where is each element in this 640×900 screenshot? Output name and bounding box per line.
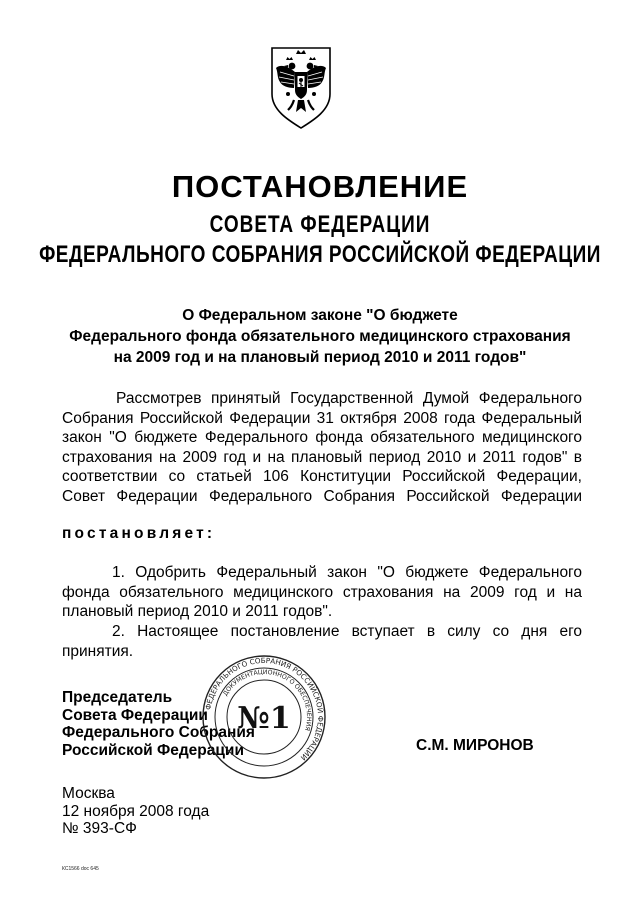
stamp-inner-text: ДОКУМЕНТАЦИОННОГО ОБЕСПЕЧЕНИЯ [222,668,313,732]
issue-date: 12 ноября 2008 года [62,802,210,820]
issue-details [62,785,209,838]
signatory-name: С.М. МИРОНОВ [416,737,534,754]
resolution-item-2: 2. Настоящее постановление вступает в силу со дня его принятия. [62,623,582,660]
signatory-position-line-1: Председатель [62,689,173,706]
signatory-position-line-2: Совета Федерации [62,706,208,724]
footer-file-code: КС1566 doc 645 [62,866,99,872]
office-stamp [199,652,329,782]
issuer-line-1: СОВЕТА ФЕДЕРАЦИИ [209,212,431,239]
document-type-title: ПОСТАНОВЛЕНИЕ [171,169,469,204]
document-subject [20,305,620,368]
subject-line-2: Федерального фонда обязательного медицинского страхования [69,328,571,345]
coat-of-arms-emblem [268,42,334,130]
issuer-line-2: ФЕДЕРАЛЬНОГО СОБРАНИЯ РОССИЙСКОЙ ФЕДЕРАЦИИ [39,242,601,269]
issue-city: Москва [62,785,115,802]
resolution-item-1: 1. Одобрить Федеральный закон "О бюджете Федерального фонда обязательного медицинского страхования на 2009 год и на плановый период 2010 и 2011 годов". [62,564,582,621]
issue-number: № 393-СФ [62,820,137,837]
stamp-number: №1 [237,701,291,736]
subject-line-3: на 2009 год и на плановый период 2010 и 2011 годов" [113,349,527,366]
resolves-word: постановляет: [62,525,216,542]
stamp-outer-text: ФЕДЕРАЛЬНОГО СОБРАНИЯ РОССИЙСКОЙ ФЕДЕРАЦИИ [203,655,326,763]
signatory-position-line-3: Федерального Собрания [62,724,255,741]
signatory-position-line-4: Российской Федерации [62,741,244,759]
preamble-paragraph: Рассмотрев принятый Государственной Думой Федерального Собрания Российской Федерации 31 октября 2008 года Федеральный закон "О бюджете Федерального фонда обязательного медицинского страхования на 2009 год и на плановый период 2010 и 2011 годов" в соответствии со статьей 106 Конституции Российской Федерации, Совет Федерации Федерального Собрания Российской Федерации [62,390,582,505]
subject-line-1: О Федеральном законе "О бюджете [182,307,458,324]
